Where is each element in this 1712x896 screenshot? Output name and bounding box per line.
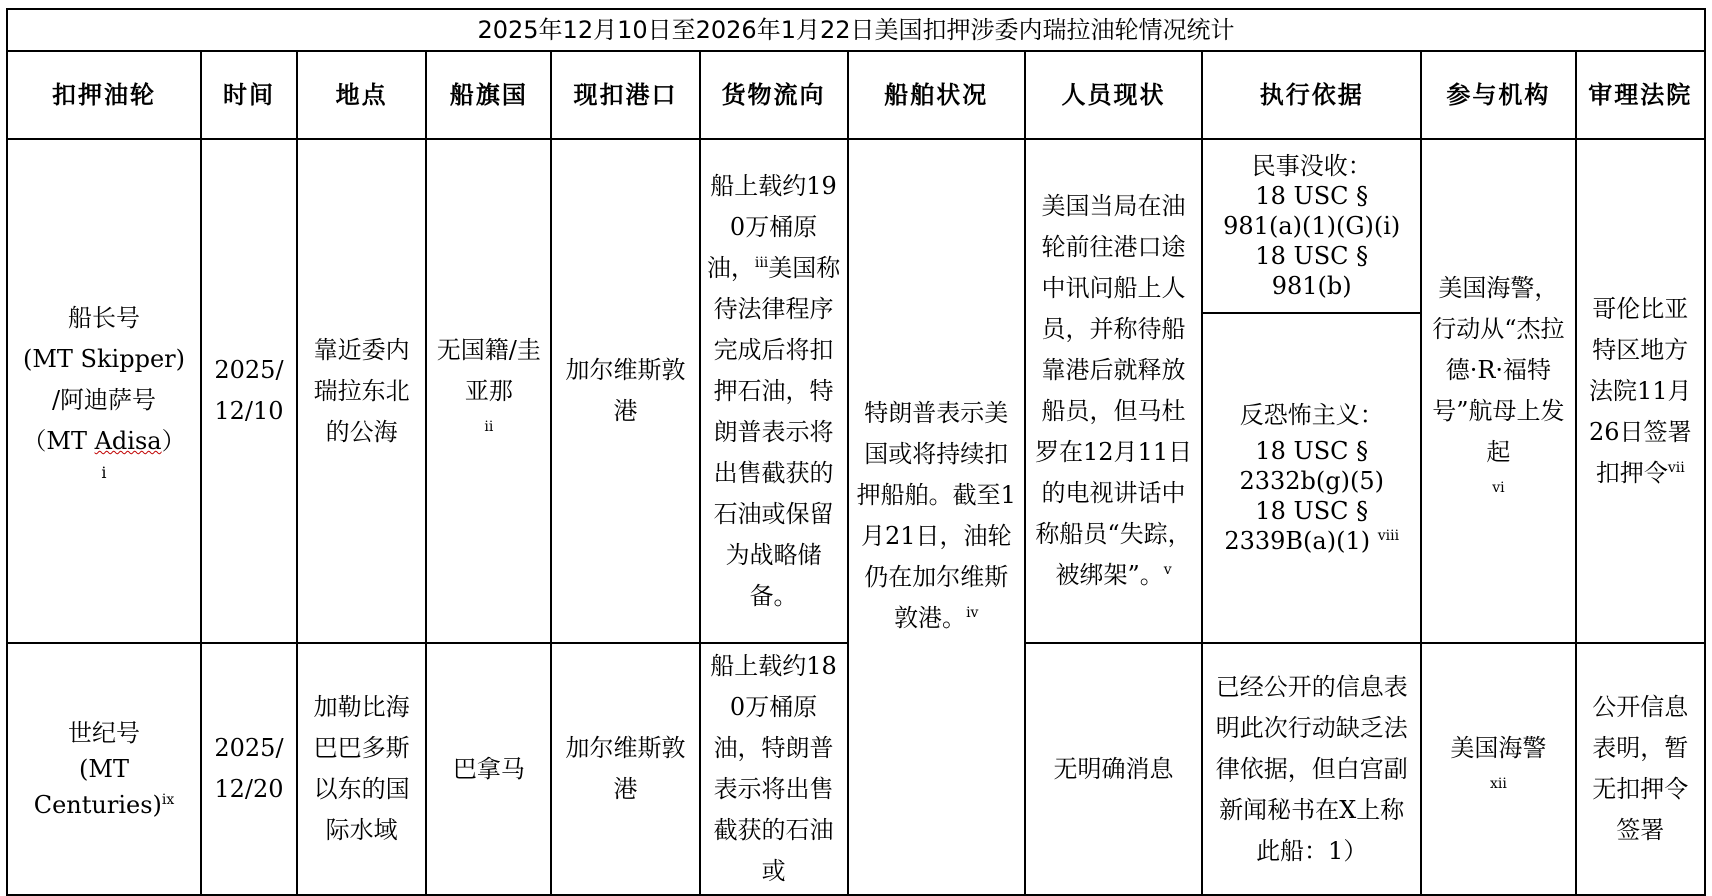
- basis-terror-line: [1209, 526, 1414, 556]
- cargo-text-a: 船上载约190万桶原油，: [706, 171, 837, 282]
- header-cargo: 货物流向: [700, 51, 848, 139]
- header-ship-status: 船舶状况: [848, 51, 1025, 139]
- alias-wavy: Adisa: [94, 427, 162, 455]
- basis-civil-line: 18 USC §: [1255, 182, 1369, 210]
- table-row: [7, 139, 1705, 313]
- cell-tanker: [7, 643, 201, 895]
- header-time: 时间: [201, 51, 297, 139]
- cell-agency: [1421, 643, 1575, 895]
- cell-agency: [1421, 139, 1575, 643]
- cell-flag: 巴拿马: [426, 643, 551, 895]
- cell-flag: [426, 139, 551, 643]
- cell-basis: 已经公开的信息表明此次行动缺乏法律依据，但白宫副新闻秘书在X上称此船：1）: [1202, 643, 1421, 895]
- cell-basis-civil: [1202, 139, 1421, 313]
- header-court: 审理法院: [1576, 51, 1705, 139]
- basis-civil-line: 981(a)(1)(G)(i): [1223, 212, 1401, 240]
- cell-port: 加尔维斯敦港: [551, 139, 699, 643]
- cell-location: 加勒比海巴巴多斯以东的国际水域: [297, 643, 426, 895]
- footnote-ref: iii: [754, 254, 769, 271]
- cell-crew: 无明确消息: [1025, 643, 1202, 895]
- alias-prefix: （MT: [22, 427, 95, 455]
- table-title: 2025年12月10日至2026年1月22日美国扣押涉委内瑞拉油轮情况统计: [7, 9, 1705, 51]
- cell-court: 公开信息表明，暂无扣押令签署: [1576, 643, 1705, 895]
- cell-ship-status: [848, 139, 1025, 895]
- alias-suffix: ）: [161, 427, 186, 455]
- tanker-name-en-2: [14, 787, 194, 823]
- basis-terror-label: 反恐怖主义：: [1239, 401, 1384, 429]
- court-text: 哥伦比亚特区地方法院11月26日签署扣押令: [1589, 294, 1692, 487]
- footnote-ref: i: [101, 463, 107, 482]
- footnote-ref: ii: [484, 418, 494, 435]
- footnote-ref: viii: [1377, 528, 1400, 544]
- tanker-alias-en: [14, 421, 194, 462]
- cell-location: 靠近委内瑞拉东北的公海: [297, 139, 426, 643]
- tanker-name-cn: 世纪号: [67, 719, 140, 747]
- agency-text: 美国海警: [1450, 734, 1547, 762]
- header-basis: 执行依据: [1202, 51, 1421, 139]
- basis-civil-label: 民事没收：: [1251, 152, 1372, 180]
- cell-cargo: [700, 139, 848, 643]
- cell-tanker: [7, 139, 201, 643]
- basis-terror-text: 2339B(a)(1): [1224, 527, 1371, 555]
- cell-cargo: 船上载约180万桶原油，特朗普表示将出售截获的石油或: [700, 643, 848, 895]
- footnote-ref: ix: [161, 792, 175, 808]
- header-crew: 人员现状: [1025, 51, 1202, 139]
- footnote-ref: xii: [1489, 776, 1507, 792]
- header-port: 现扣港口: [551, 51, 699, 139]
- cell-crew: [1025, 139, 1202, 643]
- header-agency: 参与机构: [1421, 51, 1575, 139]
- header-flag: 船旗国: [426, 51, 551, 139]
- agency-text: 美国海警，行动从“杰拉德·R·福特号”航母上发起: [1432, 274, 1565, 466]
- basis-civil-line: 18 USC §: [1255, 242, 1369, 270]
- cell-court: [1576, 139, 1705, 643]
- tanker-alias-cn: /阿迪萨号: [51, 386, 157, 414]
- flag-text: 无国籍/圭亚那: [436, 335, 541, 405]
- basis-terror-line: 18 USC §: [1255, 437, 1369, 465]
- footnote-ref: v: [1163, 562, 1172, 578]
- header-location: 地点: [297, 51, 426, 139]
- footnote-ref: vi: [1492, 480, 1505, 496]
- footnote-ref: vii: [1667, 459, 1685, 476]
- tanker-name-cn: 船长号: [67, 304, 140, 332]
- cell-basis-terror: [1202, 313, 1421, 643]
- tanker-name-en-text: Centuries): [33, 791, 162, 819]
- footnote-ref: iv: [966, 605, 979, 621]
- tanker-name-en: (MT: [79, 755, 129, 783]
- basis-civil-line: 981(b): [1271, 272, 1352, 300]
- header-row: [7, 51, 1705, 139]
- header-tanker: 扣押油轮: [7, 51, 201, 139]
- seizure-statistics-table: [6, 8, 1706, 896]
- tanker-name-en: (MT Skipper): [22, 345, 185, 373]
- ship-status-text: 特朗普表示美国或将持续扣押船舶。截至1月21日，油轮仍在加尔维斯敦港。: [856, 399, 1016, 632]
- cell-port: 加尔维斯敦港: [551, 643, 699, 895]
- crew-text: 美国当局在油轮前往港口途中讯问船上人员，并称待船靠港后就释放船员，但马杜罗在12月11日的电视讲话中称船员“失踪，被绑架”。: [1035, 192, 1193, 589]
- cargo-text-b: 美国称待法律程序完成后将扣押石油，特朗普表示将出售截获的石油或保留为战略储备。: [713, 253, 841, 610]
- cell-time: 2025/ 12/20: [201, 643, 297, 895]
- cell-time: 2025/ 12/10: [201, 139, 297, 643]
- basis-terror-line: 18 USC §: [1255, 497, 1369, 525]
- basis-terror-line: 2332b(g)(5): [1239, 467, 1384, 495]
